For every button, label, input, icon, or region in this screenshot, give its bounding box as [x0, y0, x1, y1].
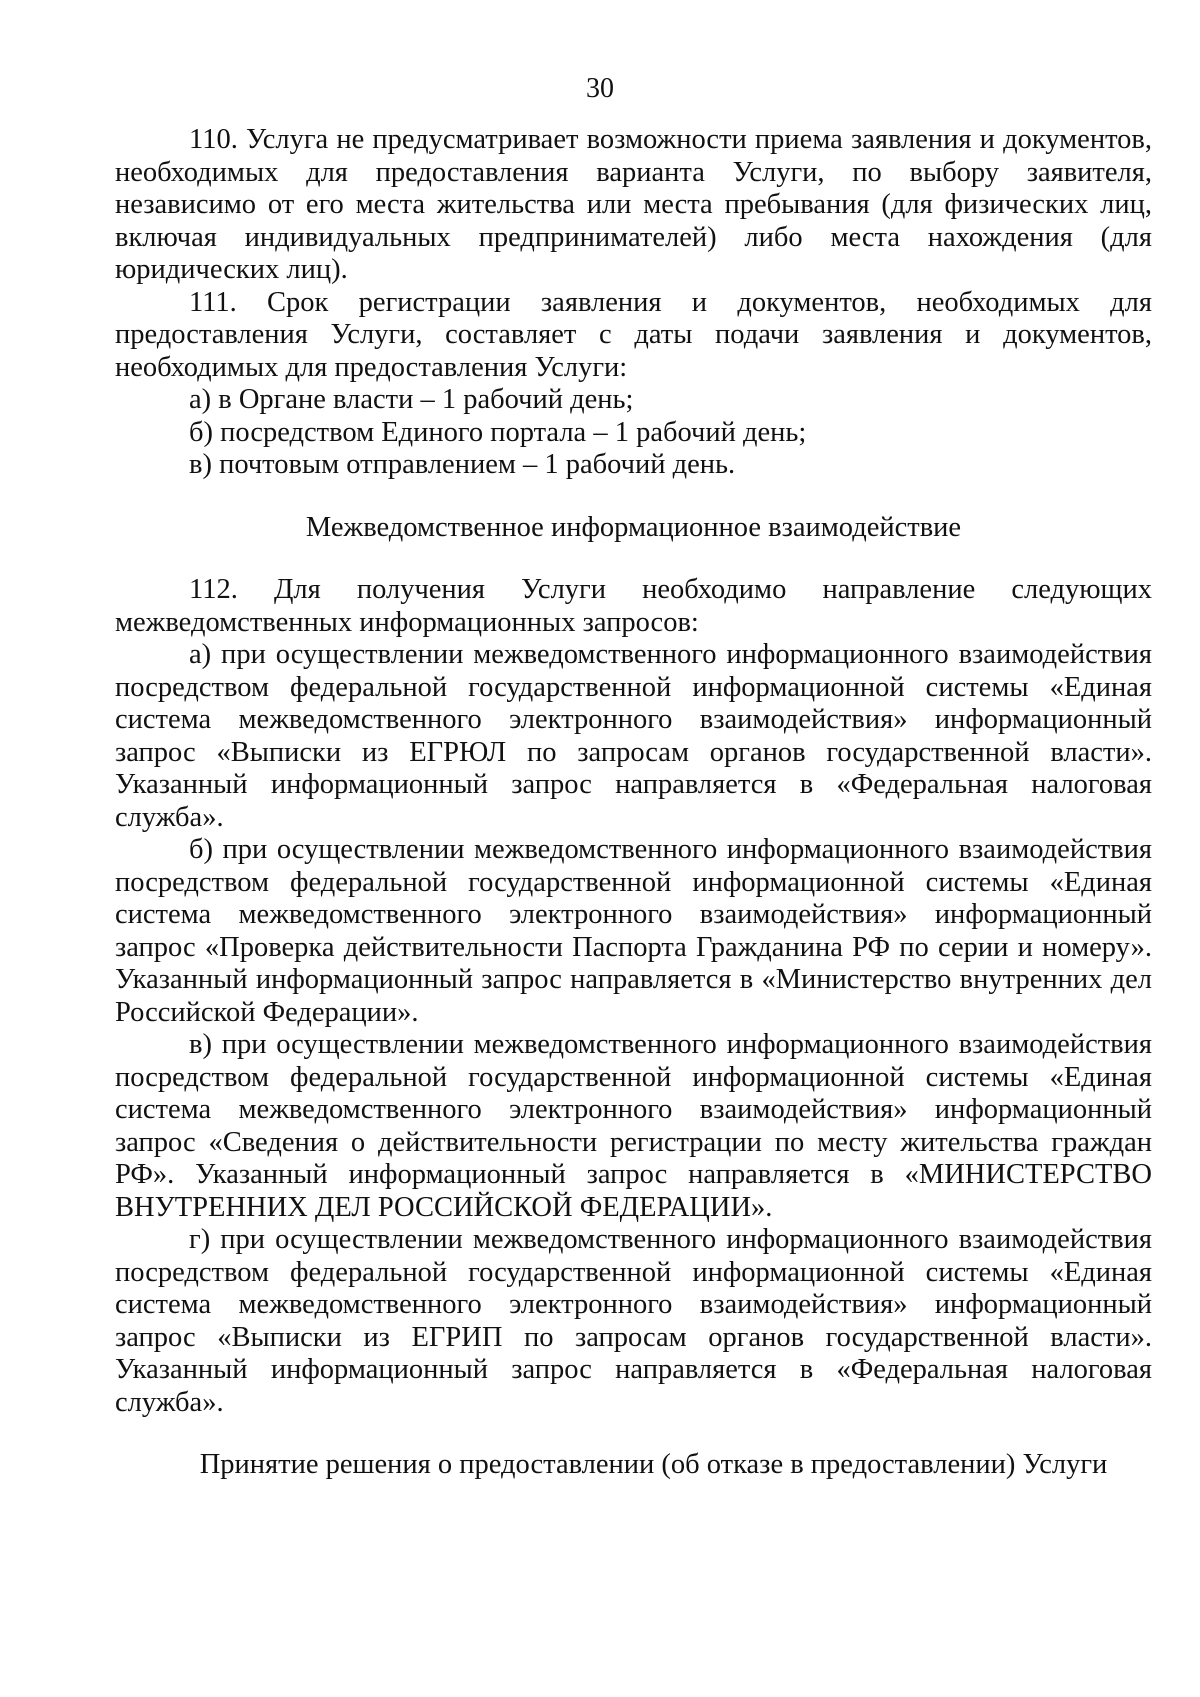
list-item-112-v: в) при осуществлении межведомственного информационного взаимодействия посредством федеральной государственной информационной системы «Единая система межведомственного электронного взаимодействия» информационный запрос «Сведения о действительности регистрации по месту жительства граждан РФ». Указанный информационный запрос направляется в «МИНИСТЕРСТВО ВНУТРЕННИХ ДЕЛ РОССИЙСКОЙ ФЕДЕРАЦИИ».	[115, 1029, 1152, 1223]
paragraph-110: 110. Услуга не предусматривает возможности приема заявления и документов, необходимых для предоставления варианта Услуги, по выбору заявителя, независимо от его места жительства или места пребывания (для физических лиц, включая индивидуальных предпринимателей) либо места нахождения (для юридических лиц).	[115, 124, 1152, 285]
paragraph-112: 112. Для получения Услуги необходимо направление следующих межведомственных информационных запросов:	[115, 574, 1152, 638]
list-item-112-a: а) при осуществлении межведомственного информационного взаимодействия посредством федеральной государственной информационной системы «Единая система межведомственного электронного взаимодействия» информационный запрос «Выписки из ЕГРЮЛ по запросам органов государственной власти». Указанный информационный запрос направляется в «Федеральная налоговая служба».	[115, 639, 1152, 833]
document-body	[115, 124, 1152, 1482]
list-item-111-v: в) почтовым отправлением – 1 рабочий день.	[189, 449, 736, 480]
section-heading-decision: Принятие решения о предоставлении (об отказе в предоставлении) Услуги	[199, 1449, 1108, 1480]
page-number: 30	[586, 73, 614, 104]
list-item-111-b: б) посредством Единого портала – 1 рабочий день;	[189, 416, 807, 448]
list-item-112-g: г) при осуществлении межведомственного информационного взаимодействия посредством федеральной государственной информационной системы «Единая система межведомственного электронного взаимодействия» информационный запрос «Выписки из ЕГРИП по запросам органов государственной власти». Указанный информационный запрос направляется в «Федеральная налоговая служба».	[115, 1224, 1152, 1418]
list-item-111-a: а) в Органе власти – 1 рабочий день;	[189, 384, 634, 415]
section-heading-interagency: Межведомственное информационное взаимодействие	[305, 511, 962, 543]
list-item-112-b: б) при осуществлении межведомственного информационного взаимодействия посредством федеральной государственной информационной системы «Единая система межведомственного электронного взаимодействия» информационный запрос «Проверка действительности Паспорта Гражданина РФ по серии и номеру». Указанный информационный запрос направляется в «Министерство внутренних дел Российской Федерации».	[115, 834, 1152, 1028]
paragraph-111: 111. Срок регистрации заявления и документов, необходимых для предоставления Услуги, составляет с даты подачи заявления и документов, необходимых для предоставления Услуги:	[115, 286, 1152, 383]
